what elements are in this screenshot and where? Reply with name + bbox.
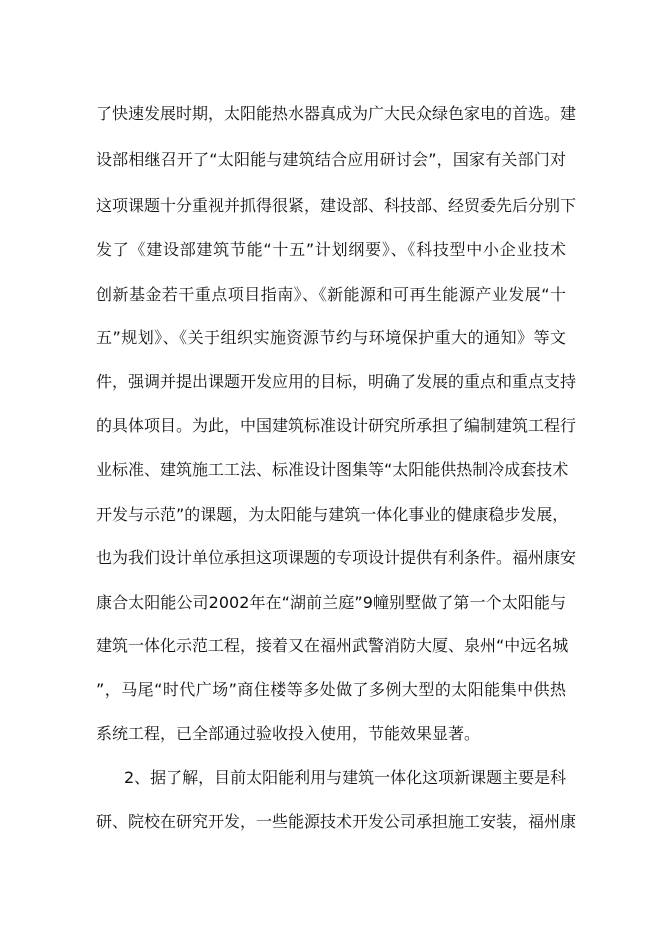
text-line-15: 系统工程，已全部通过验收投入使用，节能效果显著。 [96, 724, 481, 743]
text-line-16: 2、据了解，目前太阳能利用与建筑一体化这项新课题主要是科 [124, 768, 567, 787]
text-line-8: 的具体项目。为此，中国建筑标准设计研究所承担了编制建筑工程行 [96, 416, 577, 435]
text-line-2: 设部相继召开了“太阳能与建筑结合应用研讨会”，国家有关部门对 [96, 150, 566, 169]
text-line-1: 了快速发展时期，太阳能热水器真成为广大民众绿色家电的首选。建 [96, 104, 577, 123]
text-line-3: 这项课题十分重视并抓得很紧，建设部、科技部、经贸委先后分别下 [96, 196, 577, 215]
text-line-17: 研、院校在研究开发，一些能源技术开发公司承担施工安装，福州康 [96, 812, 577, 831]
text-line-6: 五”规划》、《关于组织实施资源节约与环境保护重大的通知》等文 [96, 328, 566, 347]
text-line-14: ”，马尾“时代广场”商住楼等多处做了多例大型的太阳能集中供热 [96, 680, 566, 699]
text-line-7: 件，强调并提出课题开发应用的目标，明确了发展的重点和重点支持 [96, 372, 577, 391]
text-line-5: 创新基金若干重点项目指南》、《新能源和可再生能源产业发展“十 [96, 285, 566, 304]
text-line-4: 发了《建设部建筑节能“十五”计划纲要》、《科技型中小企业技术 [96, 240, 566, 259]
text-line-13: 建筑一体化示范工程，接着又在福州武警消防大厦、泉州“中远名城 [96, 636, 569, 655]
text-line-11: 也为我们设计单位承担这项课题的专项设计提供有利条件。福州康安 [96, 548, 577, 567]
text-line-10: 开发与示范”的课题，为太阳能与建筑一体化事业的健康稳步发展， [96, 505, 569, 524]
text-line-12: 康合太阳能公司2002年在“湖前兰庭”9幢别墅做了第一个太阳能与 [96, 593, 566, 612]
text-line-9: 业标准、建筑施工工法、标准设计图集等“太阳能供热制冷成套技术 [96, 460, 569, 479]
